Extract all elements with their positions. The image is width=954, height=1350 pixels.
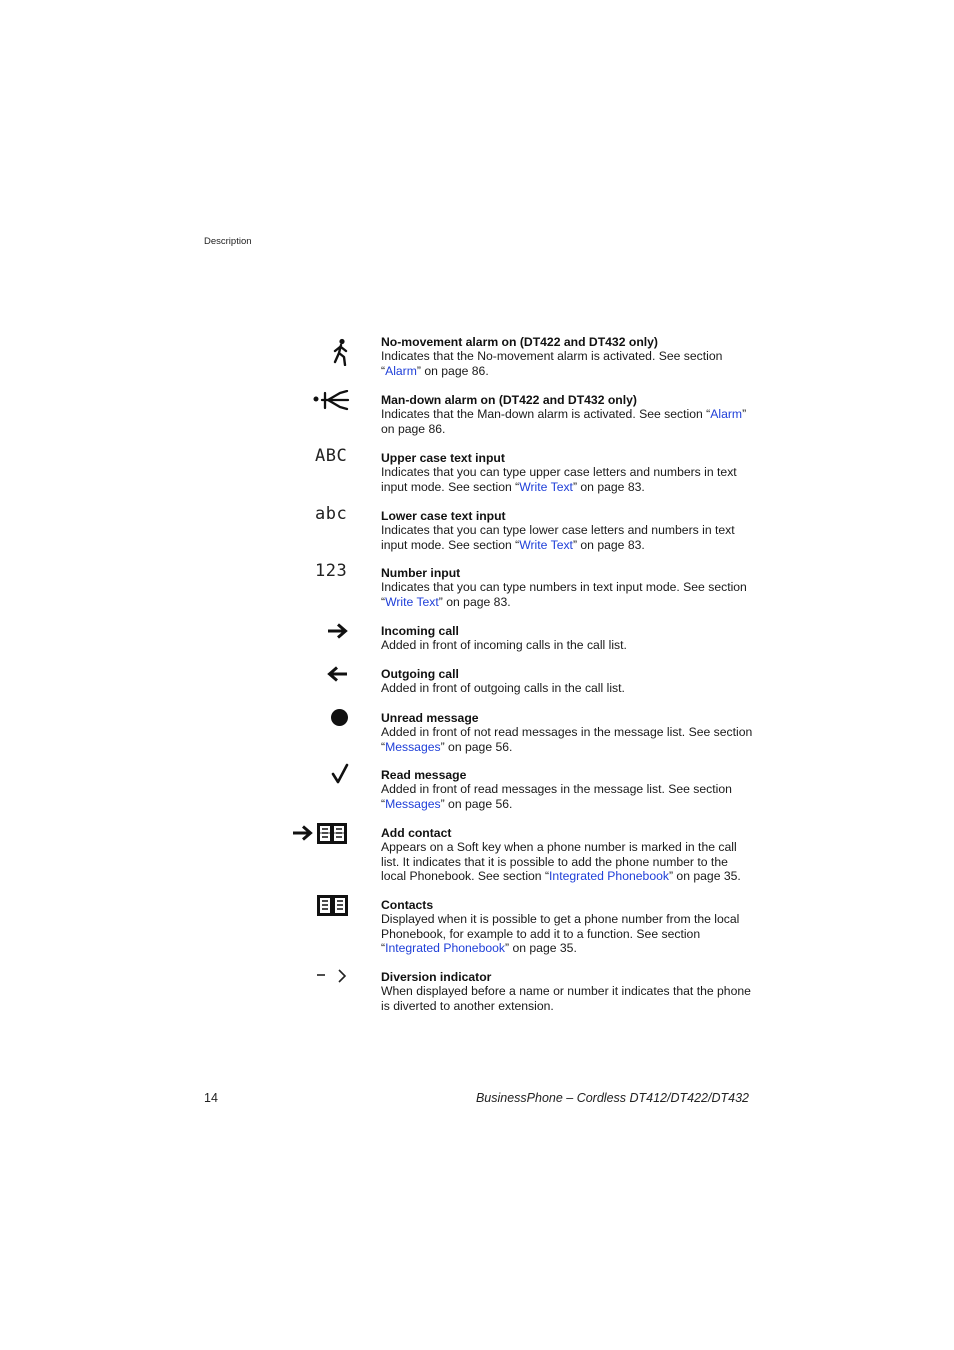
entry-title: Contacts [381, 898, 434, 912]
entry-no-movement-alarm [381, 335, 756, 378]
entry-description [381, 782, 756, 811]
add-contact-icon [292, 822, 350, 846]
entry-description [381, 349, 756, 378]
entry-man-down-alarm [381, 393, 756, 436]
entry-number-input [381, 566, 756, 609]
upper-case-icon: ABC [315, 446, 348, 466]
entry-title: Read message [381, 768, 467, 782]
integrated-phonebook-link[interactable]: Integrated Phonebook [385, 941, 506, 956]
alarm-link[interactable]: Alarm [710, 407, 743, 422]
entry-title: Diversion indicator [381, 970, 492, 984]
phonebook-icon [316, 894, 350, 918]
messages-link[interactable]: Messages [385, 796, 441, 811]
arrow-right-icon [327, 623, 348, 639]
entry-title: Number input [381, 566, 461, 580]
section-header: Description [204, 236, 252, 247]
entry-title: No-movement alarm on (DT422 and DT432 only) [381, 335, 658, 349]
description-text: Indicates that you can type lower case letters and numbers in text input mode. See section “ [381, 523, 735, 552]
entry-upper-case [381, 451, 756, 494]
entry-title: Man-down alarm on (DT422 and DT432 only) [381, 393, 637, 407]
entry-description [381, 912, 756, 955]
entry-title: Outgoing call [381, 667, 459, 681]
entry-title: Unread message [381, 711, 479, 725]
description-text: Indicates that the Man-down alarm is activated. See section “ [381, 407, 711, 422]
man-down-icon [312, 390, 350, 412]
description-text: Displayed when it is possible to get a phone number from the local Phonebook, for example to add it to a function. See section “ [381, 912, 740, 956]
description-text-end: ” on page 83. [572, 479, 645, 494]
entry-description [381, 580, 756, 609]
entry-title: Lower case text input [381, 509, 506, 523]
alarm-link[interactable]: Alarm [385, 363, 417, 378]
filled-circle-icon [330, 708, 349, 727]
entry-incoming-call [381, 624, 756, 653]
description-text-end: ” on page 83. [438, 594, 511, 609]
entry-title: Incoming call [381, 624, 459, 638]
entry-description [381, 407, 756, 436]
write-text-link[interactable]: Write Text [519, 479, 573, 494]
entry-title: Add contact [381, 826, 452, 840]
description-text-end: ” on page 35. [505, 941, 577, 956]
description-text: Added in front of read messages in the message list. See section “ [381, 782, 732, 811]
entry-diversion-indicator [381, 970, 756, 1013]
arrow-left-icon [327, 666, 348, 682]
entry-read-message [381, 768, 756, 811]
entry-description [381, 465, 756, 494]
messages-link[interactable]: Messages [385, 739, 441, 754]
entry-description [381, 840, 756, 883]
description-text: Indicates that the No-movement alarm is activated. See section “ [381, 349, 723, 378]
checkmark-icon [331, 763, 349, 784]
entry-contacts [381, 898, 756, 956]
description-text: Appears on a Soft key when a phone number is marked in the call list. It indicates that it is possible to add the phone number to the local Phonebook. See section “ [381, 840, 737, 884]
write-text-link[interactable]: Write Text [519, 537, 573, 552]
description-text: Indicates that you can type upper case letters and numbers in text input mode. See section “ [381, 465, 737, 494]
description-text-end: ” on page 86. [381, 407, 747, 436]
entry-description [381, 725, 756, 754]
entry-description: Added in front of incoming calls in the call list. [381, 638, 627, 653]
integrated-phonebook-link[interactable]: Integrated Phonebook [549, 869, 669, 884]
page-number: 14 [204, 1091, 218, 1105]
entry-description [381, 523, 756, 552]
description-text-end: ” on page 56. [440, 739, 513, 754]
description-text: Added in front of not read messages in the message list. See section “ [381, 725, 753, 754]
description-text-end: ” on page 56. [440, 796, 513, 811]
entry-outgoing-call [381, 667, 756, 696]
description-text-end: ” on page 86. [416, 363, 489, 378]
entry-description: Added in front of outgoing calls in the call list. [381, 681, 625, 696]
description-text: Indicates that you can type numbers in text input mode. See section “ [381, 580, 747, 609]
lower-case-icon: abc [315, 504, 348, 524]
entry-add-contact [381, 826, 756, 884]
entry-description: When displayed before a name or number it indicates that the phone is diverted to another extension. [381, 984, 751, 1013]
write-text-link[interactable]: Write Text [385, 594, 439, 609]
entry-title: Upper case text input [381, 451, 505, 465]
entry-lower-case [381, 509, 756, 552]
description-text-end: ” on page 35. [668, 869, 741, 884]
diversion-icon [316, 968, 348, 984]
entry-unread-message [381, 711, 756, 754]
number-input-icon: 123 [315, 561, 348, 581]
description-text-end: ” on page 83. [572, 537, 645, 552]
no-movement-person-icon [329, 338, 351, 366]
document-title: BusinessPhone – Cordless DT412/DT422/DT432 [475, 1091, 749, 1105]
